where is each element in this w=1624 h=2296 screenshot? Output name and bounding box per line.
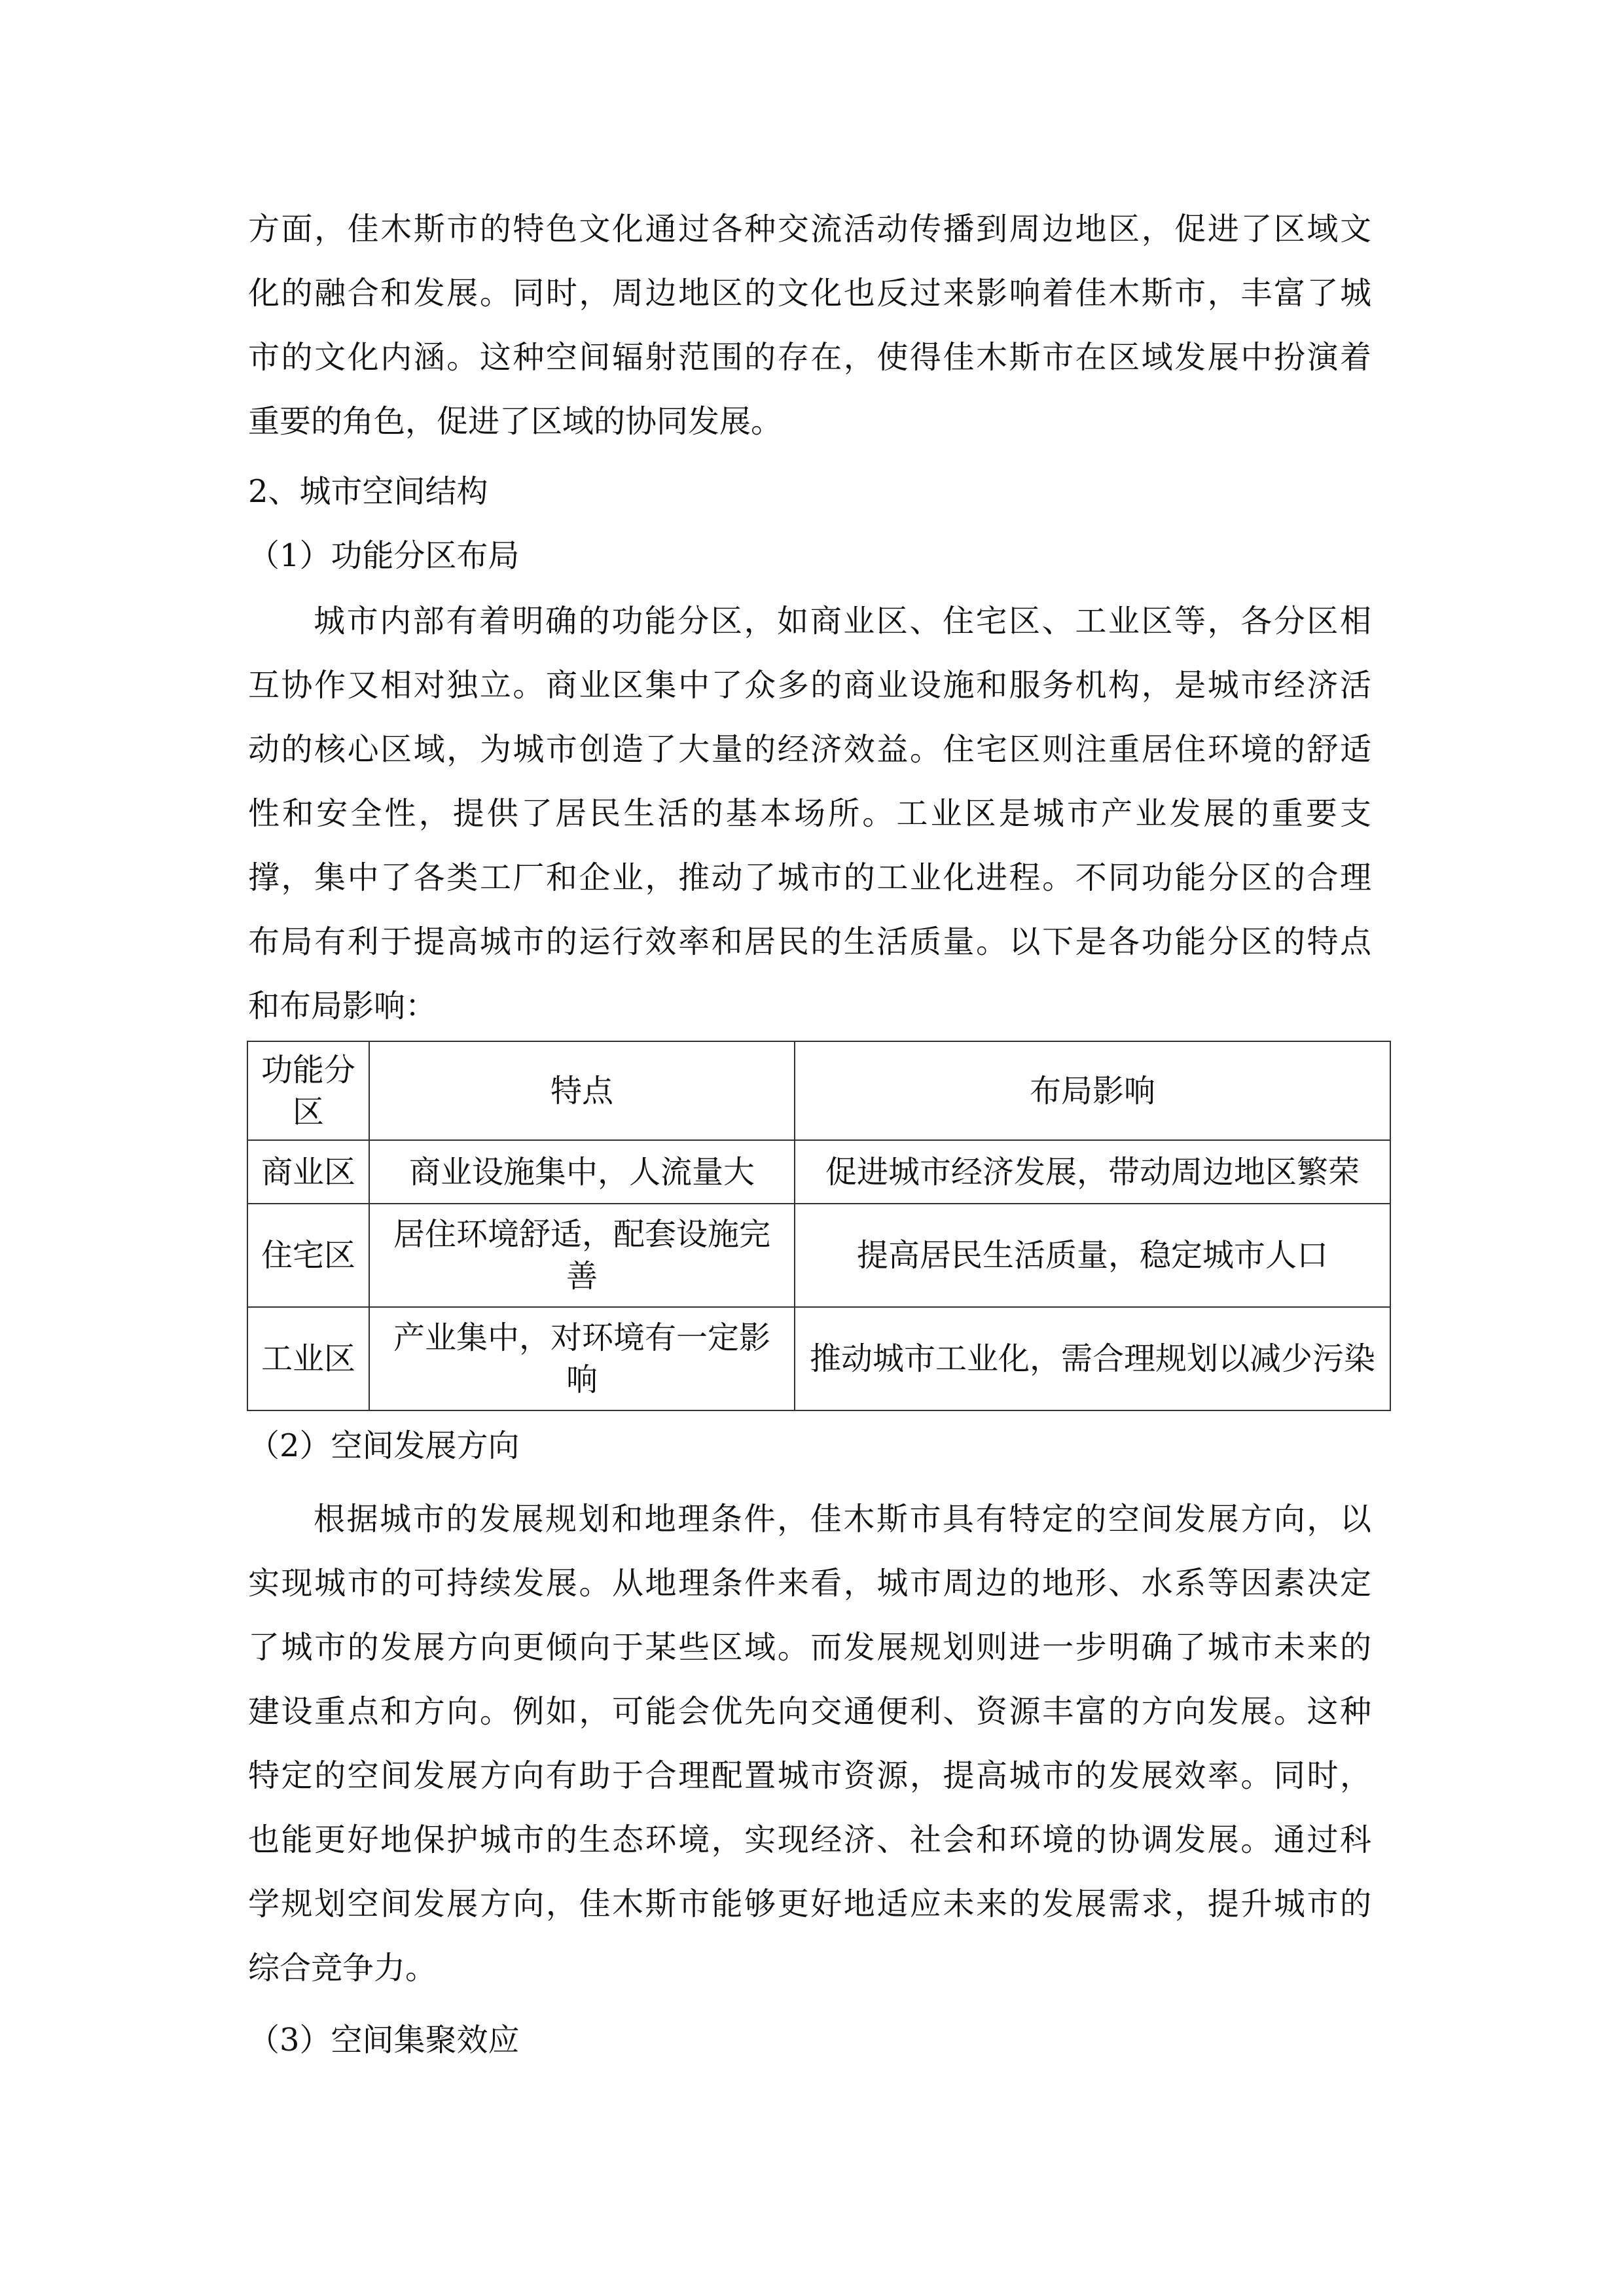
section-heading-block xyxy=(248,459,1371,588)
text-line: 了城市的发展方向更倾向于某些区域。而发展规划则进一步明确了城市未来的 xyxy=(248,1629,1371,1666)
table-row xyxy=(247,1307,1390,1410)
text-line: 互协作又相对独立。商业区集中了众多的商业设施和服务机构，是城市经济活 xyxy=(248,667,1371,704)
subsection-heading-3: （3）空间集聚效应 xyxy=(248,2022,520,2058)
functional-zones-table xyxy=(247,1041,1391,1411)
header-cell: 特点 xyxy=(369,1041,795,1140)
text-line: 城市内部有着明确的功能分区，如商业区、住宅区、工业区等，各分区相 xyxy=(314,603,1371,639)
text-line: 性和安全性，提供了居民生活的基本场所。工业区是城市产业发展的重要支 xyxy=(248,795,1371,832)
subsection-heading-1: （1）功能分区布局 xyxy=(248,537,520,574)
text-line: 建设重点和方向。例如，可能会优先向交通便利、资源丰富的方向发展。这种 xyxy=(248,1693,1371,1730)
text-line: 学规划空间发展方向，佳木斯市能够更好地适应未来的发展需求，提升城市的 xyxy=(248,1886,1371,1922)
header-cell: 功能分区 xyxy=(247,1041,369,1140)
text-line: 方面，佳木斯市的特色文化通过各种交流活动传播到周边地区，促进了区域文 xyxy=(248,211,1371,247)
table-row xyxy=(247,1140,1390,1204)
spatial-direction-paragraph xyxy=(248,1487,1371,2000)
table-cell: 促进城市经济发展，带动周边地区繁荣 xyxy=(795,1140,1390,1204)
text-line: 动的核心区域，为城市创造了大量的经济效益。住宅区则注重居住环境的舒适 xyxy=(248,731,1371,768)
table-cell: 产业集中，对环境有一定影响 xyxy=(369,1307,795,1410)
text-line: 综合竞争力。 xyxy=(248,1950,437,1986)
text-line: 和布局影响： xyxy=(248,988,437,1024)
subsection-heading-2-block xyxy=(248,1414,1371,1478)
subsection-heading-2: （2）空间发展方向 xyxy=(248,1427,520,1464)
text-line: 布局有利于提高城市的运行效率和居民的生活质量。以下是各功能分区的特点 xyxy=(248,924,1371,960)
table-cell: 居住环境舒适，配套设施完善 xyxy=(369,1204,795,1307)
functional-zoning-paragraph xyxy=(248,589,1371,1038)
text-line: 撑，集中了各类工厂和企业，推动了城市的工业化进程。不同功能分区的合理 xyxy=(248,859,1371,896)
intro-paragraph xyxy=(248,197,1371,454)
text-line: 重要的角色，促进了区域的协同发展。 xyxy=(248,403,783,440)
section-heading: 2、城市空间结构 xyxy=(248,473,488,510)
text-line: 也能更好地保护城市的生态环境，实现经济、社会和环境的协调发展。通过科 xyxy=(248,1821,1371,1858)
table-cell: 商业区 xyxy=(247,1140,369,1204)
text-line: 化的融合和发展。同时，周边地区的文化也反过来影响着佳木斯市，丰富了城 xyxy=(248,275,1371,312)
table-cell: 住宅区 xyxy=(247,1204,369,1307)
table-row xyxy=(247,1204,1390,1307)
text-line: 特定的空间发展方向有助于合理配置城市资源，提高城市的发展效率。同时， xyxy=(248,1757,1371,1794)
table-cell: 商业设施集中，人流量大 xyxy=(369,1140,795,1204)
table-header-row xyxy=(247,1041,1390,1140)
header-cell: 布局影响 xyxy=(795,1041,1390,1140)
table-cell: 提高居民生活质量，稳定城市人口 xyxy=(795,1204,1390,1307)
table-cell: 工业区 xyxy=(247,1307,369,1410)
table-cell: 推动城市工业化，需合理规划以减少污染 xyxy=(795,1307,1390,1410)
subsection-heading-3-block xyxy=(248,2008,1371,2072)
text-line: 根据城市的发展规划和地理条件，佳木斯市具有特定的空间发展方向，以 xyxy=(314,1501,1371,1537)
text-line: 实现城市的可持续发展。从地理条件来看，城市周边的地形、水系等因素决定 xyxy=(248,1565,1371,1602)
text-line: 市的文化内涵。这种空间辐射范围的存在，使得佳木斯市在区域发展中扮演着 xyxy=(248,339,1371,376)
